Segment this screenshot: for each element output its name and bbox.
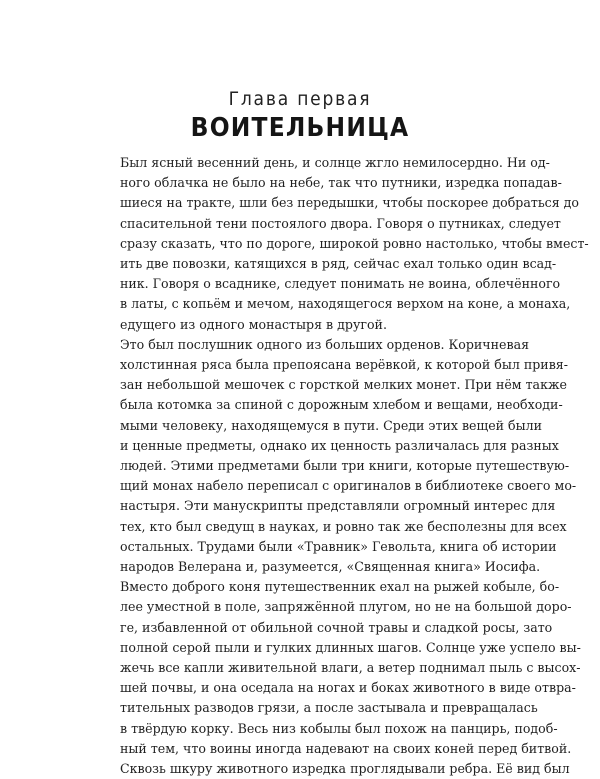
text-line: тительных разводов грязи, а после застывала и превращалась — [120, 700, 538, 716]
text-line: тех, кто был сведущ в науках, и ровно так же бесполезны для всех — [120, 518, 567, 534]
text-line: ный тем, что воины иногда надевают на своих коней перед битвой. — [120, 740, 572, 756]
text-line: ного облачка не было на небе, так что путники, изредка попадав- — [120, 175, 562, 191]
text-line: сразу сказать, что по дороге, широкой ровно настолько, чтобы вмест- — [120, 235, 589, 251]
text-line: Это был послушник одного из больших орденов. Коричневая — [120, 336, 530, 352]
paragraph-2 — [102, 335, 577, 577]
text-line: была котомка за спиной с дорожным хлебом и вещами, необходи- — [120, 397, 563, 413]
text-line: Был ясный весенний день, и солнце жгло немилосердно. Ни од- — [120, 155, 550, 170]
text-line: народов Велерана и, разумеется, «Священная книга» Иосифа. — [120, 559, 541, 575]
text-line: полной серой пыли и гулких длинных шагов. Солнце уже успело вы- — [120, 639, 581, 655]
text-line: Вместо доброго коня путешественник ехал на рыжей кобыле, бо- — [120, 579, 560, 595]
text-line: шей почвы, и она оседала на ногах и боках животного в виде отвра- — [120, 680, 576, 696]
text-line: жечь все капли живительной влаги, а ветер поднимал пыль с высох- — [120, 660, 581, 676]
text-line: ник. Говоря о всаднике, следует понимать не воина, облечённого — [120, 276, 561, 292]
text-line: остальных. Трудами были «Травник» Гевольта, книга об истории — [120, 538, 557, 554]
text-line: ге, избавленной от обильной сочной травы и сладкой росы, зато — [120, 619, 553, 635]
paragraph-3 — [102, 577, 581, 779]
text-line: лее уместной в поле, запряжённой плугом, но не на большой доро- — [120, 599, 572, 615]
chapter-number: Глава первая — [228, 88, 372, 110]
text-line: и ценные предметы, однако их ценность различалась для разных — [120, 437, 559, 453]
text-line: зан небольшой мешочек с горсткой мелких монет. При нём также — [120, 377, 567, 393]
text-line: ить две повозки, катящихся в ряд, сейчас ехал только один всад- — [120, 256, 557, 272]
text-line: Сквозь шкуру животного изредка проглядывали ребра. Её вид был — [120, 761, 570, 777]
text-line: мыми человеку, находящемуся в пути. Среди этих вещей были — [120, 417, 543, 433]
text-line: щий монах набело переписал с оригиналов в библиотеке своего мо- — [120, 478, 577, 494]
chapter-body — [102, 153, 589, 779]
text-line: в латы, с копьём и мечом, находящегося верхом на коне, а монаха, — [120, 296, 571, 312]
text-line: холстинная ряса была препоясана верёвкой, к которой был привя- — [120, 357, 568, 373]
text-line: шиеся на тракте, шли без передышки, чтобы поскорее добраться до — [120, 195, 580, 211]
chapter-title: ВОИТЕЛЬНИЦА — [190, 113, 410, 143]
paragraph-1 — [102, 153, 589, 335]
text-line: людей. Этими предметами были три книги, которые путешествую- — [120, 458, 570, 474]
text-line: едущего из одного монастыря в другой. — [120, 316, 387, 332]
text-line: спасительной тени постоялого двора. Говоря о путниках, следует — [120, 215, 561, 231]
text-line: в твёрдую корку. Весь низ кобылы был похож на панцирь, подоб- — [120, 720, 558, 736]
text-line: настыря. Эти манускрипты представляли огромный интерес для — [120, 498, 556, 514]
